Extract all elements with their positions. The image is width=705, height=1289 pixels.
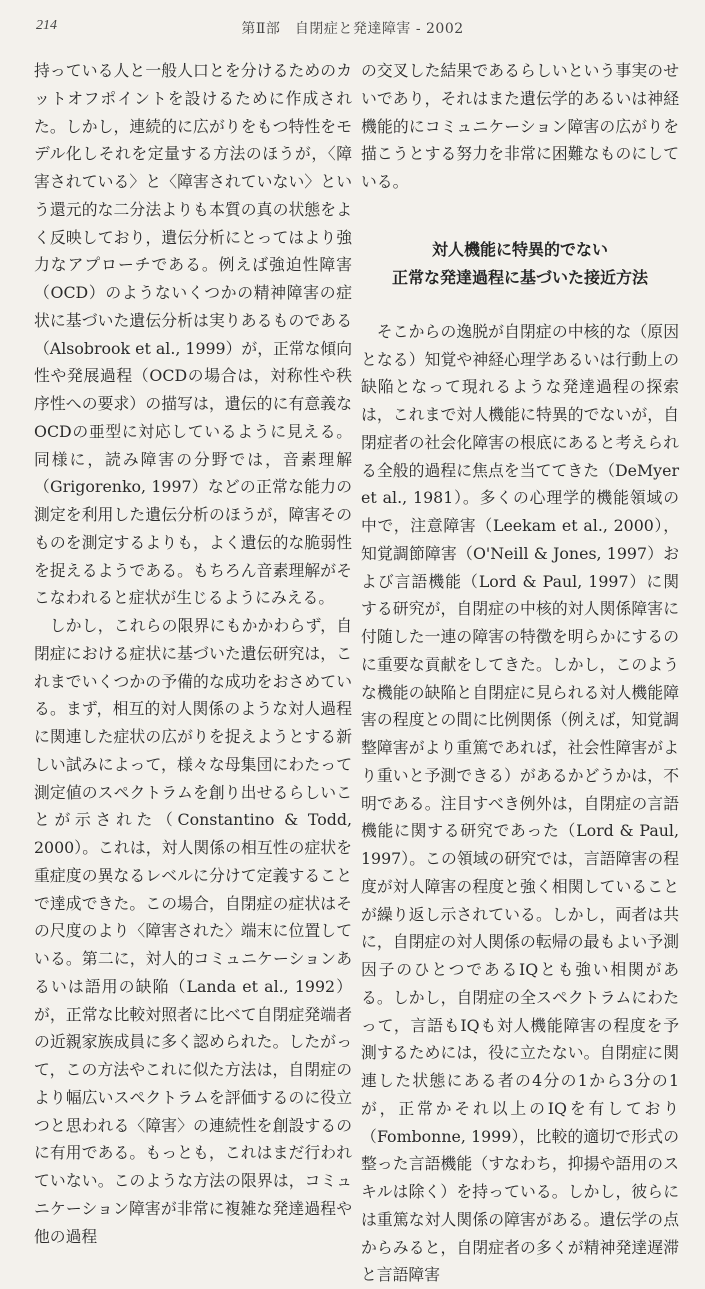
page-number: 214 xyxy=(36,18,57,33)
body-paragraph: そこからの逸脱が自閉症の中核的な（原因となる）知覚や神経心理学あるいは行動上の缺陥となって現れるような発達過程の探索は，これまで対人機能に特異的でないが，自閉症者の社会化障害の根底にあると考えられる全般的過程に焦点を当ててきた（DeMyer et al., 1981）。多くの心理学的機能領域の中で，注意障害（Leekam et al., 2000），知覚調節障害（O'Neill & Jones, 1997）および言語機能（Lord & Paul, 1997）に関する研究が，自閉症の中核的対人関係障害に付随した一連の障害の特徴を明らかにするのに重要な貢献をしてきた。しかし，このような機能の缺陥と自閉症に見られる対人機能障害の程度との間に比例関係（例えば，知覚調整障害がより重篤であれば，社会性障害がより重いと予測できる）があるかどうかは，不明である。注目すべき例外は，自閉症の言語機能に関する研究であった（Lord & Paul, 1997）。この領域の研究では，言語障害の程度が対人障害の程度と強く相関していることが繰り返し示されている。しかし，両者は共に，自閉症の対人関係の転帰の最もよい予測因子のひとつであるIQとも強い相関がある。しかし，自閉症の全スペクトラムにわたって，言語もIQも対人機能障害の程度を予測するためには，役に立たない。自閉症に関連した状態にある者の4分の1から3分の1が，正常かそれ以上のIQを有しており（Fombonne, 1999），比較的適切で形式の整った言語機能（すなわち，抑揚や語用のスキルは除く）を持っている。しかし，彼らには重篤な対人関係の障害がある。遺伝学の点からみると，自閉症者の多くが精神発達遅滞と言語障害 xyxy=(361,321,679,1285)
left-column xyxy=(34,57,352,1250)
body-paragraph: 持っている人と一般人口とを分けるためのカットオフポイントを設けるために作成された。しかし，連続的に広がりをもつ特性をモデル化しそれを定量する方法のほうが，〈障害されている〉と〈障害されていない〉という還元的な二分法よりも本質の真の状態をよく反映しており，遺伝分析にとってはより強力なアプローチである。例えば強迫性障害（OCD）のようないくつかの精神障害の症状に基づいた遺伝分析は実りあるものである（Alsobrook et al., 1999）が，正常な傾向性や発展過程（OCDの場合は，対称性や秩序性への要求）の描写は，遺伝的に有意義なOCDの亜型に対応しているように見える。同様に，読み障害の分野では，音素理解（Grigorenko, 1997）などの正常な能力の測定を利用した遺伝分析のほうが，障害そのものを測定するよりも，よく遺伝的な脆弱性を捉えるようである。もちろん音素理解がそこなわれると症状が生じるようにみえる。 xyxy=(34,61,352,608)
section-heading-line: 対人機能に特異的でない xyxy=(431,239,608,259)
body-paragraph: の交叉した結果であるらしいという事実のせいであり，それはまた遺伝学的あるいは神経機能的にコミュニケーション障害の広がりを描こうとする努力を非常に困難なものにしている。 xyxy=(361,61,679,191)
section-heading xyxy=(361,236,679,292)
page-header xyxy=(36,18,669,42)
right-column xyxy=(361,57,679,1289)
running-head: 第Ⅱ部 自閉症と発達障害 - 2002 xyxy=(241,21,464,37)
body-paragraph: しかし，これらの限界にもかかわらず，自閉症における症状に基づいた遺伝研究は，これまでいくつかの予備的な成功をおさめている。まず，相互的対人関係のような対人過程に関連した症状の広がりを捉えようとする新しい試みによって，様々な母集団にわたって測定値のスペクトラムを創り出せるらしいことが示された（Constantino & Todd, 2000）。これは，対人関係の相互性の症状を重症度の異なるレベルに分けて定義することで達成できた。この場合，自閉症の症状はその尺度のより〈障害された〉端末に位置している。第二に，対人的コミュニケーションあるいは語用の缺陥（Landa et al., 1992）が，正常な比較対照者に比べて自閉症発端者の近親家族成員に多く認められた。したがって，この方法やこれに似た方法は，自閉症のより幅広いスペクトラムを評価するのに役立つと思われる〈障害〉の連続性を創設するのに有用である。もっとも，これはまだ行われていない。このような方法の限界は，コミュニケーション障害が非常に複雑な発達過程や他の過程 xyxy=(34,616,352,1246)
section-heading-line: 正常な発達過程に基づいた接近方法 xyxy=(391,267,648,287)
